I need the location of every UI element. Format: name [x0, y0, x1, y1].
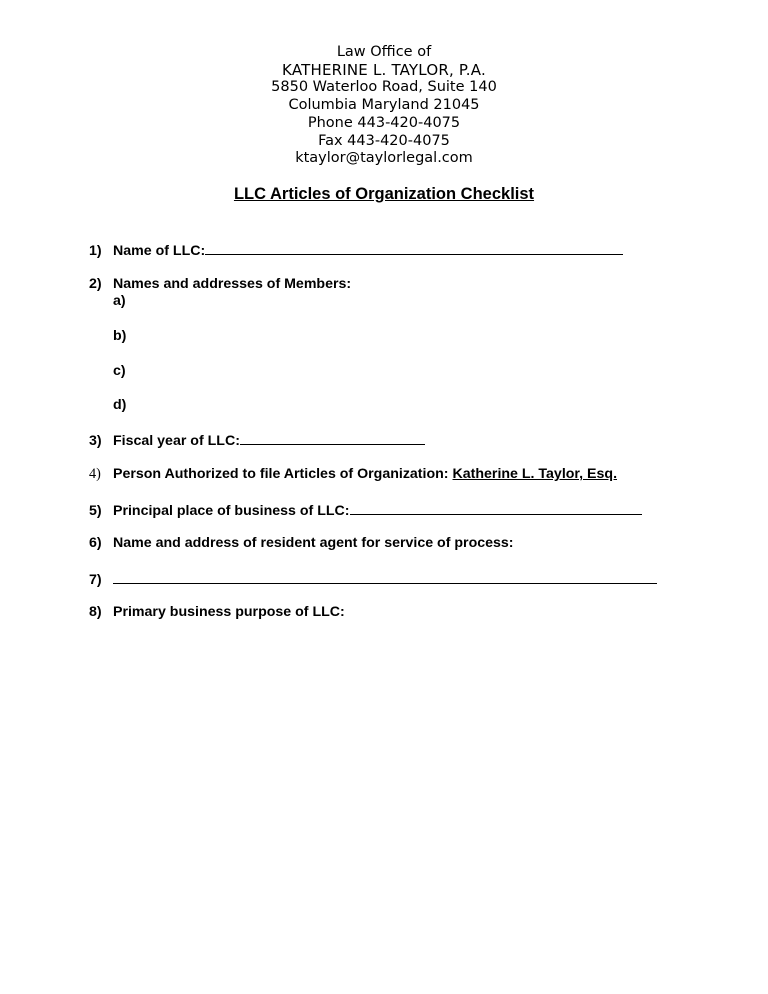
street-address: 5850 Waterloo Road, Suite 140 — [271, 79, 497, 96]
checklist-item-principal-place — [89, 501, 642, 520]
item-label: Fiscal year of LLC: — [113, 433, 240, 449]
checklist-item-authorized-person — [89, 466, 617, 483]
office-heading: Law Office of — [336, 44, 432, 60]
email-address: ktaylor@taylorlegal.com — [295, 150, 473, 167]
member-d-label: d) — [113, 397, 127, 413]
fiscal-year-blank[interactable] — [240, 431, 425, 445]
item-number: 2) — [89, 276, 102, 292]
item-number: 4) — [89, 466, 101, 482]
member-b-label: b) — [113, 328, 127, 344]
item-label: Person Authorized to file Articles of Organization: — [113, 466, 449, 482]
item-label: Name of LLC: — [113, 243, 206, 259]
fax-number: Fax 443-420-4075 — [318, 132, 450, 149]
checklist-item-fiscal-year — [89, 431, 425, 450]
member-a-label: a) — [113, 293, 126, 309]
principal-place-blank[interactable] — [350, 501, 642, 515]
checklist-item-resident-agent — [89, 535, 514, 552]
item-number: 5) — [89, 503, 102, 519]
item-number: 7) — [89, 572, 102, 588]
item-number: 1) — [89, 243, 102, 259]
llc-name-blank[interactable] — [205, 241, 623, 255]
member-c-label: c) — [113, 363, 126, 379]
checklist-item-7 — [89, 570, 657, 589]
authorized-person-value: Katherine L. Taylor, Esq. — [452, 466, 618, 482]
item-7-blank[interactable] — [113, 570, 657, 584]
city-address: Columbia Maryland 21045 — [288, 97, 480, 114]
document-title: LLC Articles of Organization Checklist — [233, 185, 535, 203]
item-number: 8) — [89, 604, 102, 620]
firm-name: KATHERINE L. TAYLOR, P.A. — [282, 60, 486, 79]
item-number: 3) — [89, 433, 102, 449]
letterhead — [0, 44, 768, 168]
checklist-item-business-purpose — [89, 604, 345, 621]
checklist-item-llc-name — [89, 241, 623, 260]
checklist-item-members — [89, 276, 351, 293]
item-label: Principal place of business of LLC: — [113, 503, 350, 519]
phone-number: Phone 443-420-4075 — [307, 114, 461, 131]
item-number: 6) — [89, 535, 102, 551]
item-label: Primary business purpose of LLC: — [113, 604, 345, 620]
item-label: Names and addresses of Members: — [113, 276, 352, 292]
item-label: Name and address of resident agent for service of process: — [113, 535, 514, 551]
